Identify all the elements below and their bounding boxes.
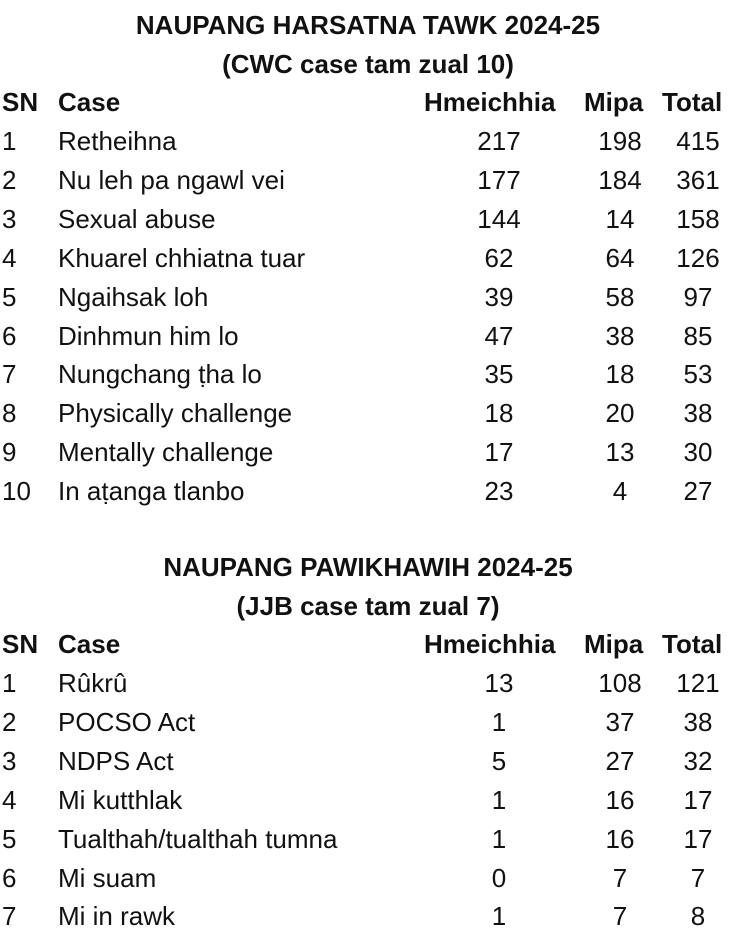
case-cell: Ngaihsak loh [58, 281, 209, 312]
total-cell: 415 [676, 126, 720, 156]
total-cell: 38 [683, 706, 713, 737]
total-cell: 8 [690, 901, 706, 932]
hmeichhia-cell: 39 [484, 281, 514, 312]
case-cell: Mentally challenge [58, 437, 274, 468]
header-case: Case [58, 629, 121, 659]
case-cell: Mi suam [58, 862, 157, 893]
case-cell: NDPS Act [58, 745, 174, 776]
hmeichhia-cell: 5 [491, 745, 507, 776]
total-cell: 38 [683, 398, 713, 429]
sn-cell: 5 [2, 823, 17, 854]
table-row [0, 355, 736, 393]
table2-title: NAUPANG PAWIKHAWIH 2024-25 [163, 552, 573, 582]
sn-cell: 1 [2, 668, 17, 698]
hmeichhia-cell: 1 [491, 901, 507, 932]
mipa-cell: 16 [605, 823, 635, 854]
sn-cell: 4 [2, 784, 17, 815]
hmeichhia-cell: 0 [491, 862, 507, 893]
table-row [0, 820, 736, 858]
total-cell: 27 [683, 476, 713, 507]
hmeichhia-cell: 1 [491, 823, 507, 854]
mipa-cell: 16 [605, 784, 635, 815]
mipa-cell: 184 [598, 164, 642, 195]
total-cell: 97 [683, 281, 713, 312]
table1-header-row [0, 83, 736, 121]
table-row [0, 897, 736, 935]
mipa-cell: 7 [612, 901, 628, 932]
sn-cell: 1 [2, 126, 17, 156]
hmeichhia-cell: 144 [477, 203, 521, 234]
sn-cell: 8 [2, 398, 17, 429]
mipa-cell: 58 [605, 281, 635, 312]
case-cell: Sexual abuse [58, 203, 216, 234]
sn-cell: 10 [2, 476, 31, 507]
hmeichhia-cell: 47 [484, 320, 514, 351]
hmeichhia-cell: 1 [491, 784, 507, 815]
total-cell: 17 [683, 784, 713, 815]
total-cell: 17 [683, 823, 713, 854]
table1-subtitle: (CWC case tam zual 10) [222, 49, 514, 79]
case-cell: Mi kutthlak [58, 784, 183, 815]
table-row [0, 472, 736, 510]
sn-cell: 3 [2, 203, 17, 234]
mipa-cell: 64 [605, 242, 635, 273]
case-cell: Physically challenge [58, 398, 293, 429]
mipa-cell: 20 [605, 398, 635, 429]
total-cell: 30 [683, 437, 713, 468]
table2-subtitle: (JJB case tam zual 7) [236, 591, 500, 621]
case-cell: Dinhmun him lo [58, 320, 239, 351]
table-row [0, 161, 736, 199]
table-row [0, 200, 736, 238]
header-hmeichhia: Hmeichhia [424, 87, 556, 117]
sn-cell: 3 [2, 745, 17, 776]
header-hmeichhia: Hmeichhia [424, 629, 556, 659]
table-row [0, 859, 736, 897]
case-cell: Khuarel chhiatna tuar [58, 242, 306, 273]
hmeichhia-cell: 17 [484, 437, 514, 468]
mipa-cell: 4 [612, 476, 628, 507]
total-cell: 121 [676, 668, 720, 698]
mipa-cell: 37 [605, 706, 635, 737]
sn-cell: 4 [2, 242, 17, 273]
sn-cell: 7 [2, 901, 17, 932]
table-row [0, 742, 736, 780]
case-cell: Tualthah/tualthah tumna [58, 823, 338, 854]
table-row [0, 317, 736, 355]
hmeichhia-cell: 13 [484, 668, 514, 698]
hmeichhia-cell: 62 [484, 242, 514, 273]
mipa-cell: 38 [605, 320, 635, 351]
table-row [0, 703, 736, 741]
hmeichhia-cell: 18 [484, 398, 514, 429]
case-cell: Retheihna [58, 126, 177, 156]
hmeichhia-cell: 23 [484, 476, 514, 507]
table-row [0, 664, 736, 702]
sn-cell: 9 [2, 437, 17, 468]
header-total: Total [662, 629, 723, 659]
hmeichhia-cell: 35 [484, 359, 514, 390]
mipa-cell: 7 [612, 862, 628, 893]
mipa-cell: 27 [605, 745, 635, 776]
sn-cell: 2 [2, 706, 17, 737]
total-cell: 85 [683, 320, 713, 351]
hmeichhia-cell: 1 [491, 706, 507, 737]
table2-header-row [0, 625, 736, 663]
table-row [0, 239, 736, 277]
sn-cell: 5 [2, 281, 17, 312]
mipa-cell: 14 [605, 203, 635, 234]
sn-cell: 7 [2, 359, 17, 390]
table-row [0, 122, 736, 160]
case-cell: Nu leh pa ngawl vei [58, 164, 285, 195]
hmeichhia-cell: 217 [477, 126, 521, 156]
mipa-cell: 108 [598, 668, 642, 698]
header-mipa: Mipa [584, 629, 644, 659]
total-cell: 32 [683, 745, 713, 776]
sn-cell: 6 [2, 320, 17, 351]
total-cell: 158 [676, 203, 720, 234]
table-row [0, 433, 736, 471]
sn-cell: 2 [2, 164, 17, 195]
header-sn: SN [2, 87, 39, 117]
table-row [0, 394, 736, 432]
mipa-cell: 198 [598, 126, 642, 156]
case-cell: Mi in rawk [58, 901, 176, 932]
case-cell: POCSO Act [58, 706, 196, 737]
sn-cell: 6 [2, 862, 17, 893]
hmeichhia-cell: 177 [477, 164, 521, 195]
table1-title: NAUPANG HARSATNA TAWK 2024-25 [135, 10, 601, 40]
mipa-cell: 13 [605, 437, 635, 468]
case-cell: Nungchang ṭha lo [58, 359, 262, 390]
header-total: Total [662, 87, 723, 117]
header-sn: SN [2, 629, 39, 659]
table-row [0, 781, 736, 819]
header-mipa: Mipa [584, 87, 644, 117]
table-row [0, 278, 736, 316]
case-cell: In aṭanga tlanbo [58, 476, 245, 507]
total-cell: 53 [683, 359, 713, 390]
total-cell: 126 [676, 242, 720, 273]
case-cell: Rûkrû [58, 668, 128, 698]
total-cell: 7 [690, 862, 706, 893]
header-case: Case [58, 87, 121, 117]
total-cell: 361 [676, 164, 720, 195]
mipa-cell: 18 [605, 359, 635, 390]
